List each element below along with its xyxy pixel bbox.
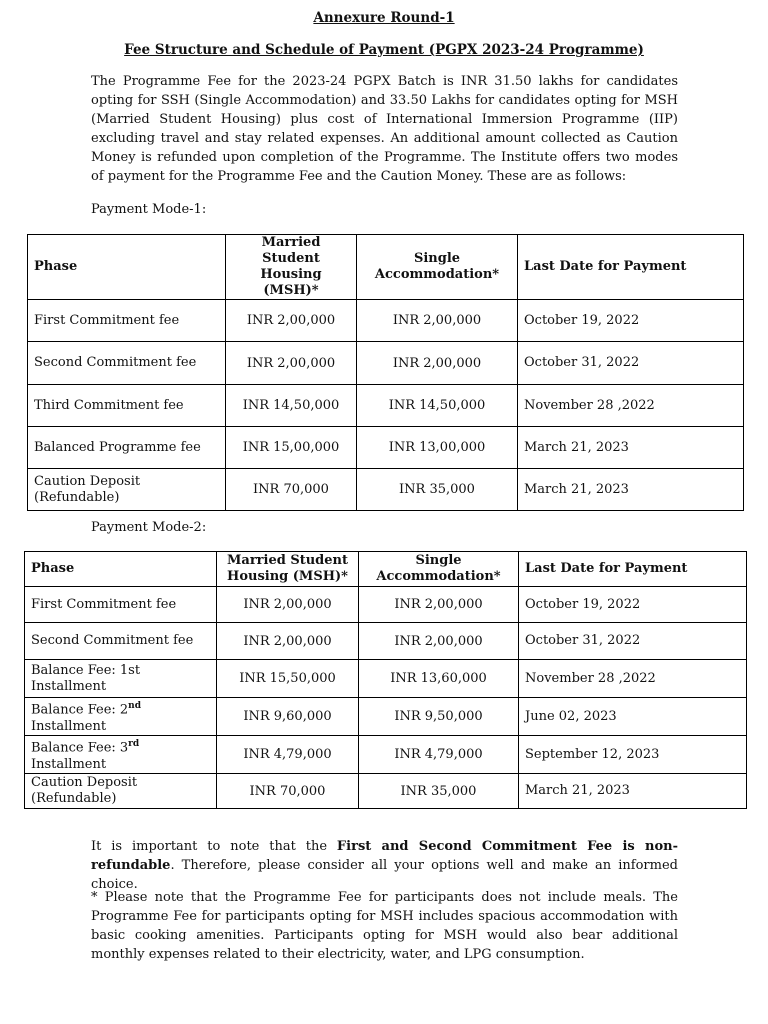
date-cell: October 31, 2022 (519, 623, 747, 660)
date-cell: October 19, 2022 (519, 587, 747, 623)
table-row (28, 300, 744, 342)
date-cell: October 19, 2022 (518, 300, 744, 342)
phase-cell: Third Commitment fee (28, 385, 226, 427)
ssh-cell: INR 2,00,000 (357, 342, 518, 385)
note-text: . Therefore, please consider all your options well and make an informed choice. (91, 858, 678, 892)
phase-cell: First Commitment fee (28, 300, 226, 342)
phase-cell: Caution Deposit (Refundable) (25, 774, 217, 809)
msh-cell: INR 70,000 (217, 774, 359, 809)
date-cell: September 12, 2023 (519, 736, 747, 774)
phase-text: Balance Fee: 3 (31, 740, 129, 756)
phase-text: Installment (31, 756, 107, 772)
phase-text: Balance Fee: 2 (31, 702, 129, 718)
phase-cell: Balanced Programme fee (28, 427, 226, 469)
table-header-row (25, 552, 747, 587)
ssh-cell: INR 35,000 (359, 774, 519, 809)
ssh-cell: INR 2,00,000 (359, 587, 519, 623)
ssh-cell: INR 9,50,000 (359, 698, 519, 736)
table-row (25, 623, 747, 660)
phase-cell: Balance Fee: 1st Installment (25, 660, 217, 698)
date-cell: November 28 ,2022 (518, 385, 744, 427)
msh-cell: INR 70,000 (226, 469, 357, 511)
phase-cell (25, 736, 217, 774)
table-row (28, 427, 744, 469)
date-cell: June 02, 2023 (519, 698, 747, 736)
table-row (28, 385, 744, 427)
msh-cell: INR 15,00,000 (226, 427, 357, 469)
table-header-row (28, 235, 744, 300)
ssh-cell: INR 2,00,000 (357, 300, 518, 342)
payment-mode-1-table (27, 234, 744, 511)
table-row (25, 774, 747, 809)
date-cell: November 28 ,2022 (519, 660, 747, 698)
header-phase: Phase (28, 235, 226, 300)
date-cell: March 21, 2023 (518, 427, 744, 469)
non-refundable-note (91, 837, 678, 894)
header-ssh: Single Accommodation* (357, 235, 518, 300)
msh-cell: INR 4,79,000 (217, 736, 359, 774)
intro-paragraph: The Programme Fee for the 2023-24 PGPX Batch is INR 31.50 lakhs for candidates opting for SSH (Single Accommodation) and 33.50 Lakhs for candidates opting for MSH (Married Student Housing) plus cost of International Immersion Programme (IIP) excluding travel and stay related expenses. An additional amount collected as Caution Money is refunded upon completion of the Programme. The Institute offers two modes of payment for the Programme Fee and the Caution Money. These are as follows: (91, 74, 678, 184)
ssh-cell: INR 13,60,000 (359, 660, 519, 698)
header-msh: Married Student Housing (MSH)* (217, 552, 359, 587)
msh-cell: INR 2,00,000 (226, 300, 357, 342)
msh-cell: INR 2,00,000 (226, 342, 357, 385)
date-cell: March 21, 2023 (519, 774, 747, 809)
header-phase: Phase (25, 552, 217, 587)
note-text: It is important to note that the (91, 839, 337, 854)
ssh-cell: INR 14,50,000 (357, 385, 518, 427)
payment-mode-2-label: Payment Mode-2: (91, 520, 207, 535)
msh-cell: INR 2,00,000 (217, 623, 359, 660)
phase-cell: Second Commitment fee (28, 342, 226, 385)
phase-cell: Caution Deposit (Refundable) (28, 469, 226, 511)
payment-mode-2-table (24, 551, 747, 809)
meals-footnote: * Please note that the Programme Fee for participants does not include meals. The Programme Fee for participants opting for MSH includes spacious accommodation with basic cooking amenities. Participants opting for MSH would also bear additional monthly expenses related to their electricity, water, and LPG consumption. (91, 890, 678, 962)
phase-cell (25, 698, 217, 736)
ssh-cell: INR 2,00,000 (359, 623, 519, 660)
msh-cell: INR 15,50,000 (217, 660, 359, 698)
header-msh: Married Student Housing (MSH)* (226, 235, 357, 300)
phase-cell: Second Commitment fee (25, 623, 217, 660)
header-ssh: Single Accommodation* (359, 552, 519, 587)
table-row (25, 587, 747, 623)
page-subtitle: Fee Structure and Schedule of Payment (PGPX 2023-24 Programme) (124, 42, 644, 58)
phase-text: Installment (31, 718, 107, 734)
note-emphasis: First and Second Commitment Fee is non-refundable (91, 839, 678, 873)
msh-cell: INR 9,60,000 (217, 698, 359, 736)
ssh-cell: INR 13,00,000 (357, 427, 518, 469)
header-last-date: Last Date for Payment (518, 235, 744, 300)
table-row (25, 736, 747, 774)
msh-cell: INR 2,00,000 (217, 587, 359, 623)
page-title: Annexure Round-1 (313, 10, 455, 26)
header-last-date: Last Date for Payment (519, 552, 747, 587)
table-row (25, 698, 747, 736)
table-row (28, 469, 744, 511)
phase-cell: First Commitment fee (25, 587, 217, 623)
msh-cell: INR 14,50,000 (226, 385, 357, 427)
payment-mode-1-label: Payment Mode-1: (91, 202, 207, 217)
ordinal-suffix: nd (128, 701, 142, 712)
table-row (25, 660, 747, 698)
table-row (28, 342, 744, 385)
ssh-cell: INR 35,000 (357, 469, 518, 511)
date-cell: March 21, 2023 (518, 469, 744, 511)
ordinal-suffix: rd (128, 739, 140, 750)
ssh-cell: INR 4,79,000 (359, 736, 519, 774)
date-cell: October 31, 2022 (518, 342, 744, 385)
